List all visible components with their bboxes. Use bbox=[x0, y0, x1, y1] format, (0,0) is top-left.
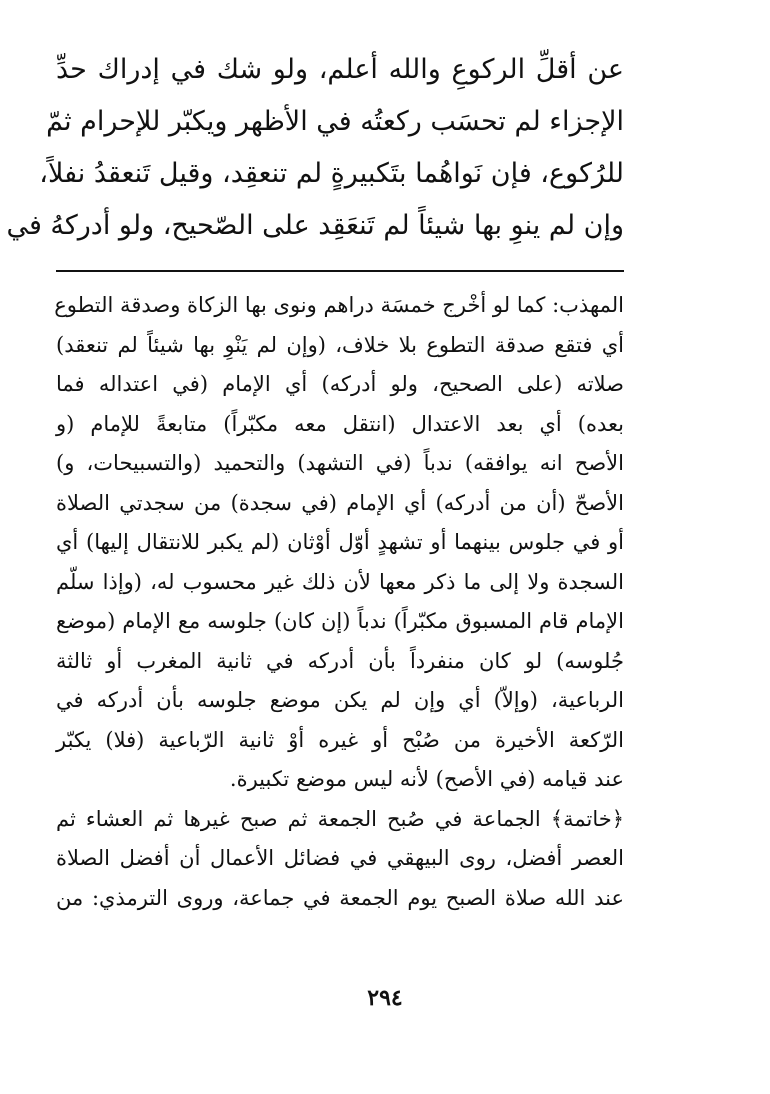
sharh-text bbox=[56, 286, 624, 918]
sharh-line: عند الله صلاة الصبح يوم الجمعة في جماعة، وروى الترمذي: من bbox=[56, 885, 624, 910]
sharh-line: الرباعية، (وإلاّ) أي وإن لم يكن موضع جلوسه بأن أدركه في bbox=[56, 688, 624, 712]
sharh-line: الرّكعة الأخيرة من صُبْح أو غيره أوْ ثانية الرّباعية (فلا) يكبّر bbox=[56, 727, 624, 752]
sharh-line: بعده) أي بعد الاعتدال (انتقل معه مكبّراً) متابعةً للإمام (و bbox=[56, 411, 624, 436]
sharh-line: أو في جلوس بينهما أو تشهدٍ أوّل أوْثان (لم يكبر للانتقال إليها) أي bbox=[56, 530, 624, 554]
sharh-line: الأصحّ (أن من أدركه) أي الإمام (في سجدة) من سجدتي الصلاة bbox=[56, 490, 624, 515]
matn-line: وإن لم ينوِ بها شيئاً لم تَنعَقِد على الصّحيح، ولو أدركهُ في bbox=[6, 210, 624, 241]
sharh-line: الأصح انه يوافقه) ندباً (في التشهد) والتحميد (والتسبيحات، و) bbox=[56, 451, 624, 475]
page-number: ٢٩٤ bbox=[367, 985, 403, 1011]
separator-rule bbox=[56, 270, 624, 272]
sharh-line: الإمام قام المسبوق مكبّراً) ندباً (إن كان) جلوسه مع الإمام (موضع bbox=[56, 609, 624, 633]
sharh-line: المهذب: كما لو أخْرج خمسَة دراهم ونوى بها الزكاة وصدقة التطوع bbox=[54, 293, 624, 317]
matn-line: الإجزاء لم تحسَب ركعتُه في الأظهر ويكبّر للإحرام ثمّ bbox=[46, 106, 624, 137]
sharh-line: ﴿خاتمة﴾ الجماعة في صُبح الجمعة ثم صبح غيرها ثم العشاء ثم bbox=[56, 806, 624, 831]
sharh-line: السجدة ولا إلى ما ذكر معها لأن ذلك غير محسوب له، (وإذا سلّم bbox=[56, 569, 624, 594]
matn-line: عن أقلِّ الركوعِ والله أعلم، ولو شك في إدراك حدِّ bbox=[56, 54, 624, 85]
sharh-line: عند قيامه (في الأصح) لأنه ليس موضع تكبيرة. bbox=[229, 767, 624, 791]
sharh-line: صلاته (على الصحيح، ولو أدركه) أي الإمام (في اعتداله فما bbox=[56, 372, 624, 396]
book-page bbox=[6, 44, 624, 918]
sharh-line: جُلوسه) لو كان منفرداً بأن أدركه في ثانية المغرب أو ثالثة bbox=[56, 648, 624, 673]
sharh-line: العصر أفضل، روى البيهقي في فضائل الأعمال أن أفضل الصلاة bbox=[56, 846, 624, 870]
sharh-line: أي فتقع صدقة التطوع بلا خلاف، (وإن لم يَنْوِ بها شيئاً لم تنعقد) bbox=[56, 332, 624, 357]
matn-line: للرُكوع، فإن نَواهُما بتَكبيرةٍ لم تنعقِد، وقيل تَنعقدُ نفلاً، bbox=[39, 158, 624, 189]
matn-text bbox=[6, 44, 624, 252]
